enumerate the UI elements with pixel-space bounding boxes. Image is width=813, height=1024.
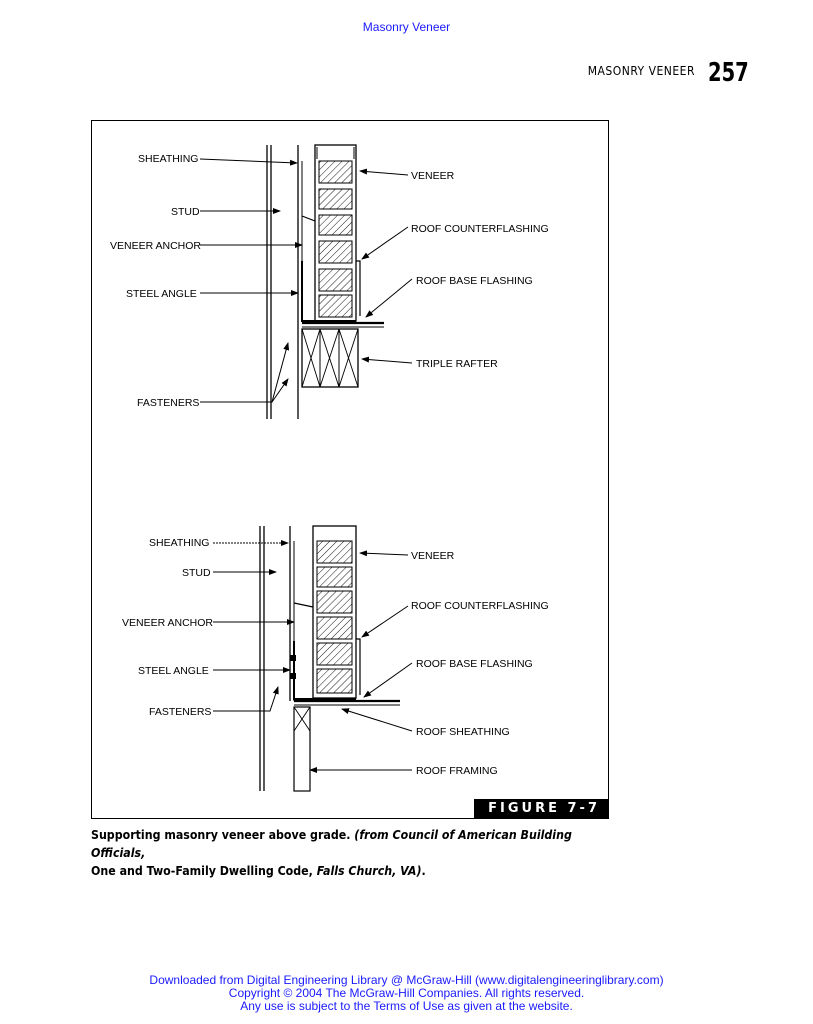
- label-roof-base-flashing-bottom: ROOF BASE FLASHING: [416, 658, 533, 670]
- label-stud-bottom: STUD: [182, 567, 211, 579]
- label-roof-base-flashing-top: ROOF BASE FLASHING: [416, 275, 533, 287]
- page-number: 257: [708, 58, 749, 88]
- label-steel-angle-bottom: STEEL ANGLE: [138, 665, 209, 677]
- label-triple-rafter: TRIPLE RAFTER: [416, 358, 498, 370]
- label-roof-sheathing: ROOF SHEATHING: [416, 726, 510, 738]
- label-veneer-anchor-bottom: VENEER ANCHOR: [122, 617, 214, 629]
- figure-drawing: [92, 121, 610, 820]
- top-detail-drawing: [200, 145, 412, 419]
- caption-title: Supporting masonry veneer above grade.: [91, 828, 351, 842]
- figure-box: [91, 120, 609, 819]
- label-veneer-top: VENEER: [411, 170, 455, 182]
- running-head: MASONRY VENEER: [587, 64, 695, 78]
- label-sheathing-top: SHEATHING: [138, 153, 199, 165]
- bottom-detail-drawing: [213, 526, 412, 791]
- label-roof-framing: ROOF FRAMING: [416, 765, 498, 777]
- label-roof-counterflashing-bottom: ROOF COUNTERFLASHING: [411, 600, 549, 612]
- figure-tag: FIGURE 7-7: [474, 799, 608, 818]
- footer-line-3: Any use is subject to the Terms of Use as given at the website.: [240, 999, 573, 1013]
- label-sheathing-bottom: SHEATHING: [149, 537, 210, 549]
- label-steel-angle-top: STEEL ANGLE: [126, 288, 197, 300]
- footer: [0, 974, 813, 1013]
- caption-source-prefix: (from Council of American Building Officials,: [91, 828, 572, 860]
- label-veneer-bottom: VENEER: [411, 550, 455, 562]
- caption-source-place: Falls Church, VA): [316, 864, 422, 878]
- caption-end: .: [421, 864, 426, 878]
- label-roof-counterflashing-top: ROOF COUNTERFLASHING: [411, 223, 549, 235]
- footer-line-2: Copyright © 2004 The McGraw-Hill Companies. All rights reserved.: [228, 986, 585, 1000]
- label-veneer-anchor-top: VENEER ANCHOR: [110, 240, 202, 252]
- footer-line-1[interactable]: Downloaded from Digital Engineering Library @ McGraw-Hill (www.digitalengineeringlibrary.com): [149, 973, 664, 987]
- label-fasteners-top: FASTENERS: [137, 397, 200, 409]
- caption-source-line2: One and Two-Family Dwelling Code,: [91, 864, 313, 878]
- label-stud-top: STUD: [171, 206, 200, 218]
- figure-caption: [91, 826, 579, 880]
- label-fasteners-bottom: FASTENERS: [149, 706, 212, 718]
- top-link[interactable]: Masonry Veneer: [362, 20, 451, 34]
